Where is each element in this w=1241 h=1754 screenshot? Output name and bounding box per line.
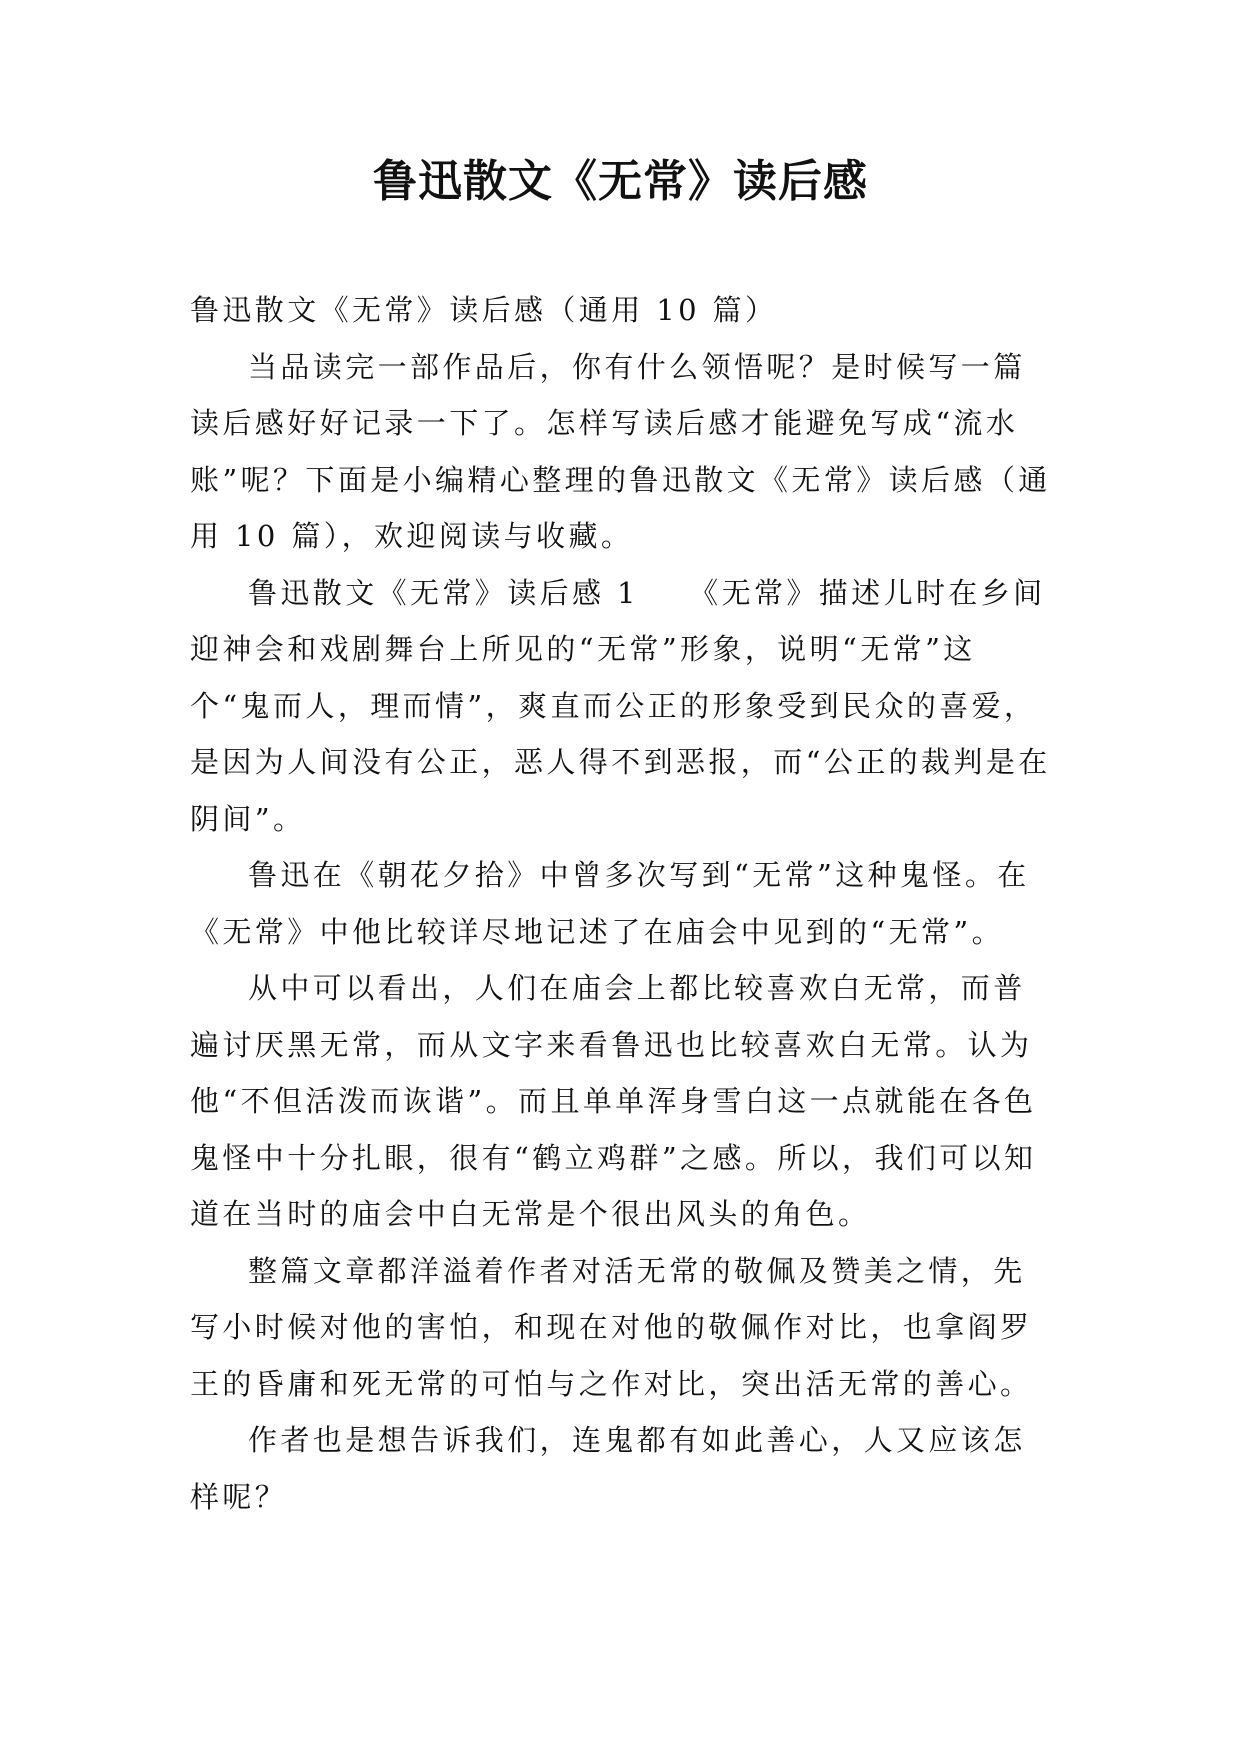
paragraph-white-wuchang: 从中可以看出，人们在庙会上都比较喜欢白无常，而普遍讨厌黑无常，而从文字来看鲁迅也比较喜欢白无常。认为他“不但活泼而诙谐”。而且单单浑身雪白这一点就能在各色鬼怪中十分扎眼，很有“鹤立鸡群”之感。所以，我们可以知道在当时的庙会中白无常是个很出风头的角色。 <box>190 971 1037 1231</box>
paragraph-essay-1-opening: 鲁迅散文《无常》读后感 1 《无常》描述儿时在乡间迎神会和戏剧舞台上所见的“无常”形象，说明“无常”这个“鬼而人，理而情”，爽直而公正的形象受到民众的喜爱，是因为人间没有公正，恶人得不到恶报，而“公正的裁判是在阴间”。 <box>190 575 1051 836</box>
document-body <box>190 282 1056 1525</box>
document-title: 鲁迅散文《无常》读后感 <box>373 156 868 207</box>
paragraph-intro: 当品读完一部作品后，你有什么领悟呢？是时候写一篇读后感好好记录一下了。怎样写读后感才能避免写成“流水账”呢？下面是小编精心整理的鲁迅散文《无常》读后感（通用 10 篇），欢迎阅读与收藏。 <box>190 349 1051 553</box>
paragraph-conclusion: 作者也是想告诉我们，连鬼都有如此善心，人又应该怎样呢？ <box>190 1423 1026 1514</box>
document-subtitle: 鲁迅散文《无常》读后感（通用 10 篇） <box>190 293 778 327</box>
paragraph-admiration: 整篇文章都洋溢着作者对活无常的敬佩及赞美之情，先写小时候对他的害怕，和现在对他的敬佩作对比，也拿阎罗王的昏庸和死无常的可怕与之作对比，突出活无常的善心。 <box>190 1253 1033 1401</box>
paragraph-wuchang-mentions: 鲁迅在《朝花夕拾》中曾多次写到“无常”这种鬼怪。在《无常》中他比较详尽地记述了在庙会中见到的“无常”。 <box>190 858 1030 949</box>
